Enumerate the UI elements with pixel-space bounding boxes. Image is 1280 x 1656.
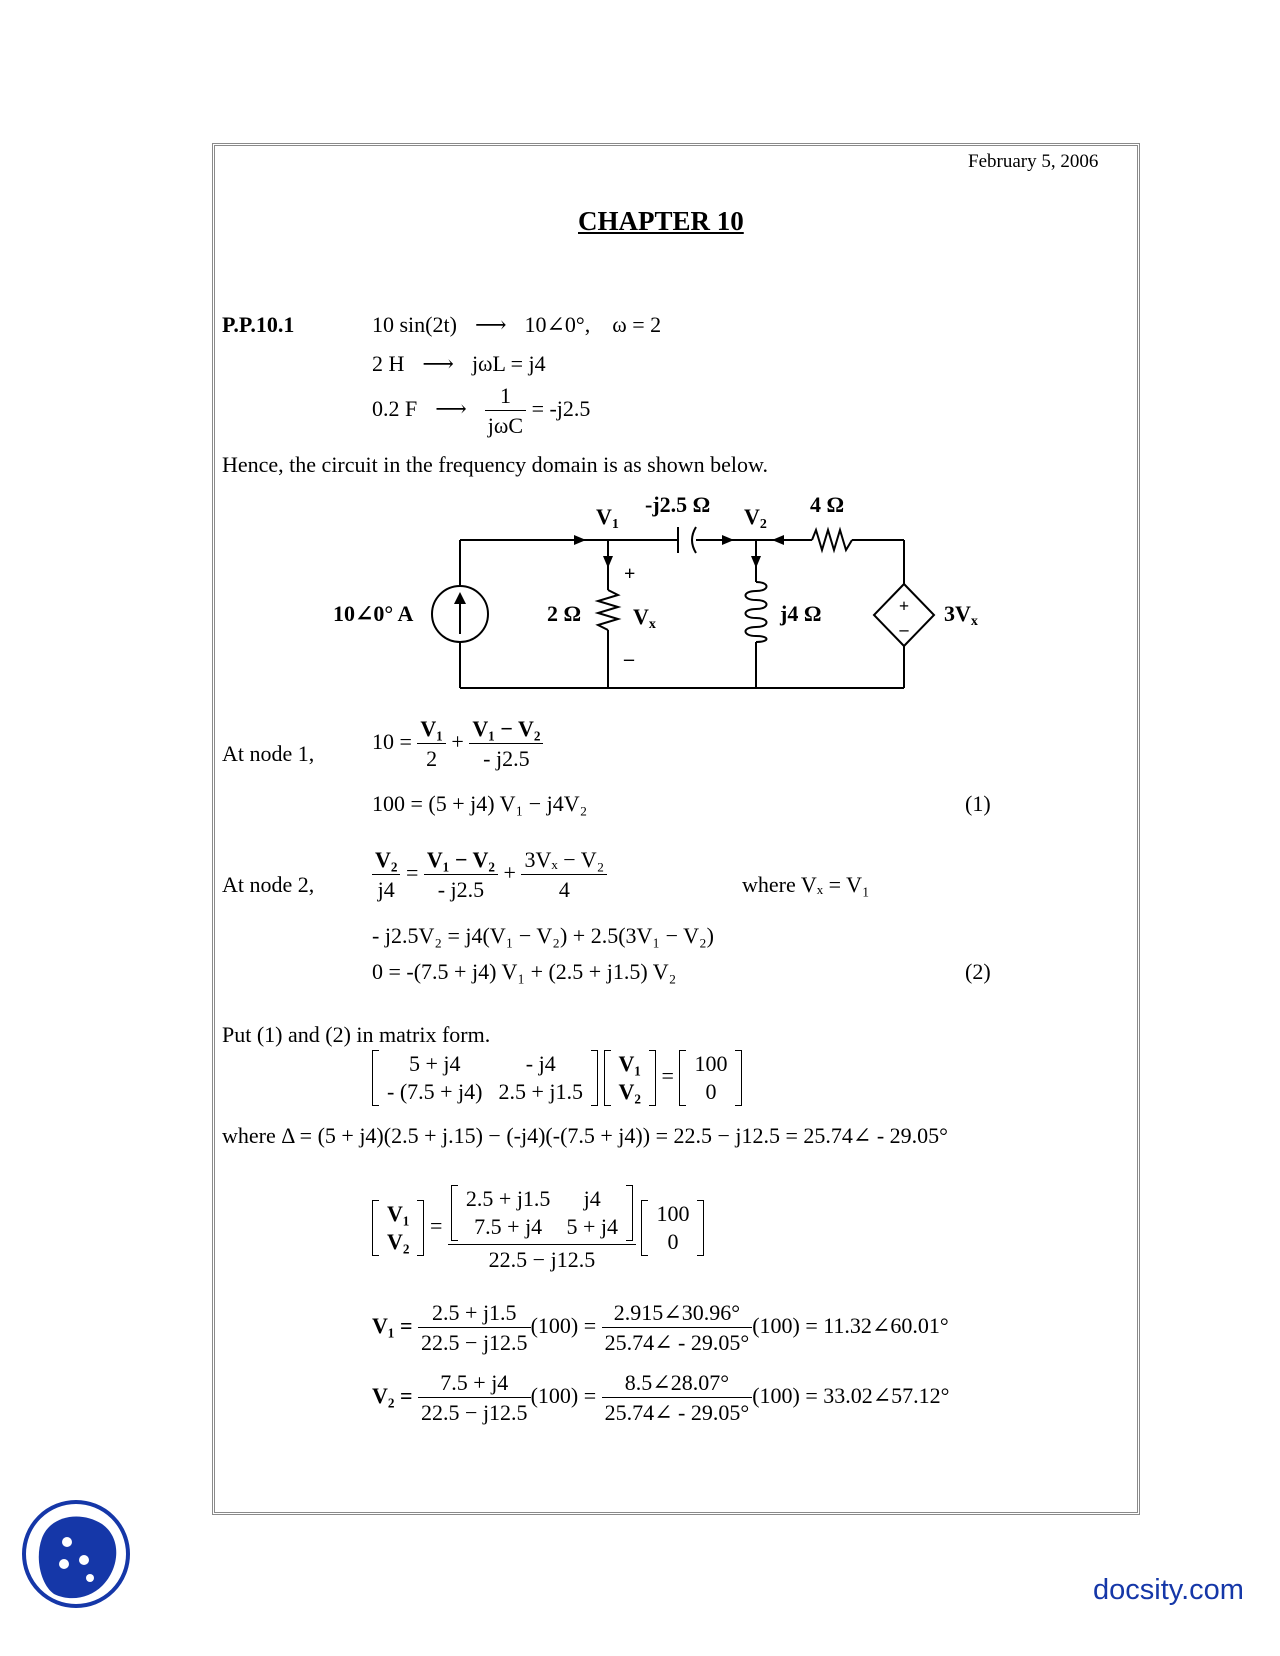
solution-vector: V₁ V₂ — [372, 1200, 424, 1256]
matrix-equation: 5 + j4 - j4 - (7.5 + j4) 2.5 + j1.5 V₁ V₂ = 100 0 — [372, 1050, 742, 1106]
circuit-diagram — [0, 0, 1280, 720]
problem-label: P.P.10.1 — [222, 312, 295, 337]
equation-tag-2: (2) — [965, 959, 991, 984]
arrow-down-node1 — [603, 556, 613, 568]
conversion-line-2: 2 H ⟶ jωL = j4 — [372, 351, 546, 376]
arrow-down-node2 — [751, 556, 761, 568]
node1-label-text: At node 1, — [222, 741, 315, 766]
solution-matrix-equation: V₁ V₂ = 2.5 + j1.5 j4 7.5 + j4 5 + j4 22.5 − j12.5 100 0 — [372, 1185, 704, 1271]
determinant-line: where Δ = (5 + j4)(2.5 + j.15) − (-j4)(-(7.5 + j4)) = 22.5 − j12.5 = 25.74∠ - 29.05° — [222, 1123, 948, 1148]
inverse-matrix: 2.5 + j1.5 j4 7.5 + j4 5 + j4 — [451, 1185, 633, 1241]
conversion-line-3: 0.2 F ⟶ $\frac{1}{\text{jωC}}$ = -j2.5 — [372, 383, 591, 438]
inductor-coil — [746, 582, 767, 642]
node1-equation: 10 = $\frac{\text{V₁}}{2}$ + $\frac{\text{V₁ − V₂}}{- j2.5}$ — [372, 718, 543, 770]
vx-label: Vx — [633, 604, 656, 632]
node2-where: where Vₓ = V₁ — [742, 872, 870, 897]
v2-result-equation: V₂ = $\frac{7.5 + j4}{22.5 - j12.5}$ (100) = $\frac{8.5\angle 28.07^\circ}{25.74\angle - 29.05^\circ}$ (100) = 33.02∠57.12° — [372, 1370, 950, 1425]
source-label: 10∠0° A — [333, 601, 414, 626]
r1-label: 2 Ω — [547, 601, 582, 626]
chapter-title: CHAPTER 10 — [578, 206, 744, 236]
node2-label: V2 — [744, 504, 767, 532]
coefficient-matrix: 5 + j4 - j4 - (7.5 + j4) 2.5 + j1.5 — [372, 1050, 598, 1106]
node1-label: V1 — [596, 504, 619, 532]
node2-label-text: At node 2, — [222, 872, 315, 897]
dep-source-minus: – — [899, 619, 909, 639]
capacitor-label: -j2.5 Ω — [645, 492, 711, 517]
conversion-line-1: 10 sin(2t) ⟶ 10∠0°, ω = 2 — [372, 312, 662, 337]
hence-text: Hence, the circuit in the frequency domain is as shown below. — [222, 452, 768, 477]
node1-equation-2: 100 = (5 + j4) V₁ − j4V₂ — [372, 791, 588, 816]
dep-source-label: 3Vx — [944, 601, 978, 629]
vx-plus: + — [624, 563, 636, 585]
docsity-logo-icon — [20, 1498, 132, 1610]
document-date: February 5, 2006 — [968, 151, 1099, 172]
v1-result-equation: V₁ = $\frac{2.5 + j1.5}{22.5 - j12.5}$ (100) = $\frac{2.915\angle 30.96^\circ}{25.74\angle - 29.05^\circ}$ (100) = 11.32∠60.01° — [372, 1300, 949, 1355]
node2-equation-3: 0 = -(7.5 + j4) V₁ + (2.5 + j1.5) V₂ — [372, 959, 677, 984]
inductor-label: j4 Ω — [780, 601, 822, 626]
rhs-vector: 100 0 — [679, 1050, 742, 1106]
matrix-intro: Put (1) and (2) in matrix form. — [222, 1022, 491, 1047]
resistor-4ohm — [812, 530, 852, 550]
dep-source-plus: + — [898, 596, 910, 616]
arrow-into-node1 — [574, 535, 586, 545]
capacitor-plate-right — [692, 527, 696, 553]
node2-equation: $\frac{\text{V₂}}{j4}$ = $\frac{\text{V₁ − V₂}}{- j2.5}$ + $\frac{\text{3Vₓ − V₂}}{4}$ — [372, 849, 607, 901]
equation-tag-1: (1) — [965, 791, 991, 816]
resistor-2ohm — [598, 590, 618, 630]
solution-rhs-vector: 100 0 — [641, 1200, 704, 1256]
arrow-into-node2-right — [772, 535, 784, 545]
unknown-vector: V₁ V₂ — [604, 1050, 656, 1106]
resistor-4ohm-label: 4 Ω — [810, 492, 845, 517]
docsity-watermark[interactable]: docsity.com — [1093, 1574, 1244, 1606]
arrow-into-node2-left — [722, 535, 734, 545]
vx-minus: – — [624, 648, 634, 670]
node2-equation-2: - j2.5V₂ = j4(V₁ − V₂) + 2.5(3V₁ − V₂) — [372, 923, 714, 948]
